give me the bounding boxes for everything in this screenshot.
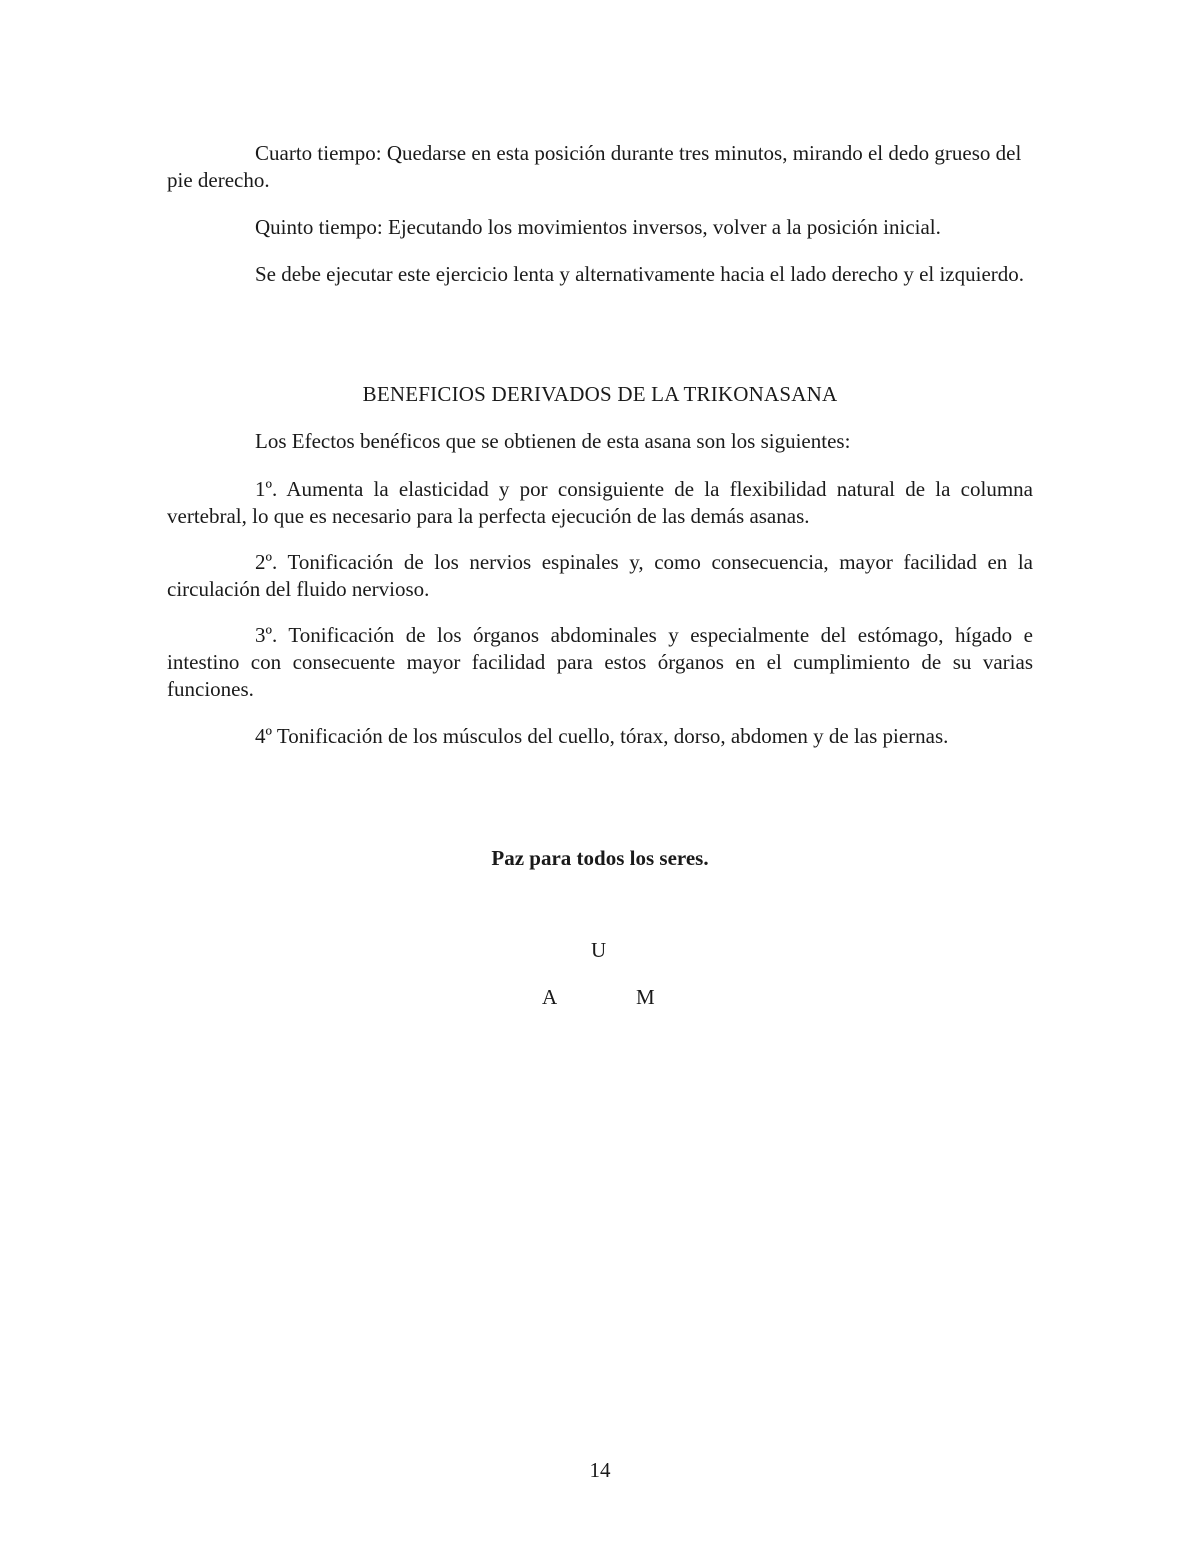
- paragraph-quinto-tiempo: Quinto tiempo: Ejecutando los movimientos inversos, volver a la posición inicial.: [255, 215, 941, 239]
- section-heading: BENEFICIOS DERIVADOS DE LA TRIKONASANA: [362, 382, 838, 406]
- aum-letter-u: U: [591, 938, 607, 962]
- paragraph-cuarto-tiempo: Cuarto tiempo: Quedarse en esta posición durante tres minutos, mirando el dedo grueso del pie derecho.: [167, 141, 1022, 192]
- benefit-item-2: 2º. Tonificación de los nervios espinales y, como consecuencia, mayor facilidad en la circulación del fluido nervioso.: [167, 550, 1033, 601]
- aum-letter-a: A: [542, 985, 558, 1009]
- benefit-item-4: 4º Tonificación de los músculos del cuello, tórax, dorso, abdomen y de las piernas.: [255, 724, 949, 748]
- section-intro: Los Efectos benéficos que se obtienen de esta asana son los siguientes:: [255, 429, 851, 453]
- aum-letter-m: M: [636, 985, 655, 1009]
- benefit-item-3: 3º. Tonificación de los órganos abdominales y especialmente del estómago, hígado e intestino con consecuente mayor facilidad para estos órganos en el cumplimiento de su varias funciones.: [167, 623, 1033, 701]
- page-number: 14: [589, 1458, 611, 1482]
- benefit-item-1: 1º. Aumenta la elasticidad y por consiguiente de la flexibilidad natural de la columna vertebral, lo que es necesario para la perfecta ejecución de las demás asanas.: [167, 477, 1033, 528]
- paragraph-alternate-sides: Se debe ejecutar este ejercicio lenta y alternativamente hacia el lado derecho y el izquierdo.: [255, 262, 1025, 286]
- closing-blessing: Paz para todos los seres.: [491, 846, 709, 870]
